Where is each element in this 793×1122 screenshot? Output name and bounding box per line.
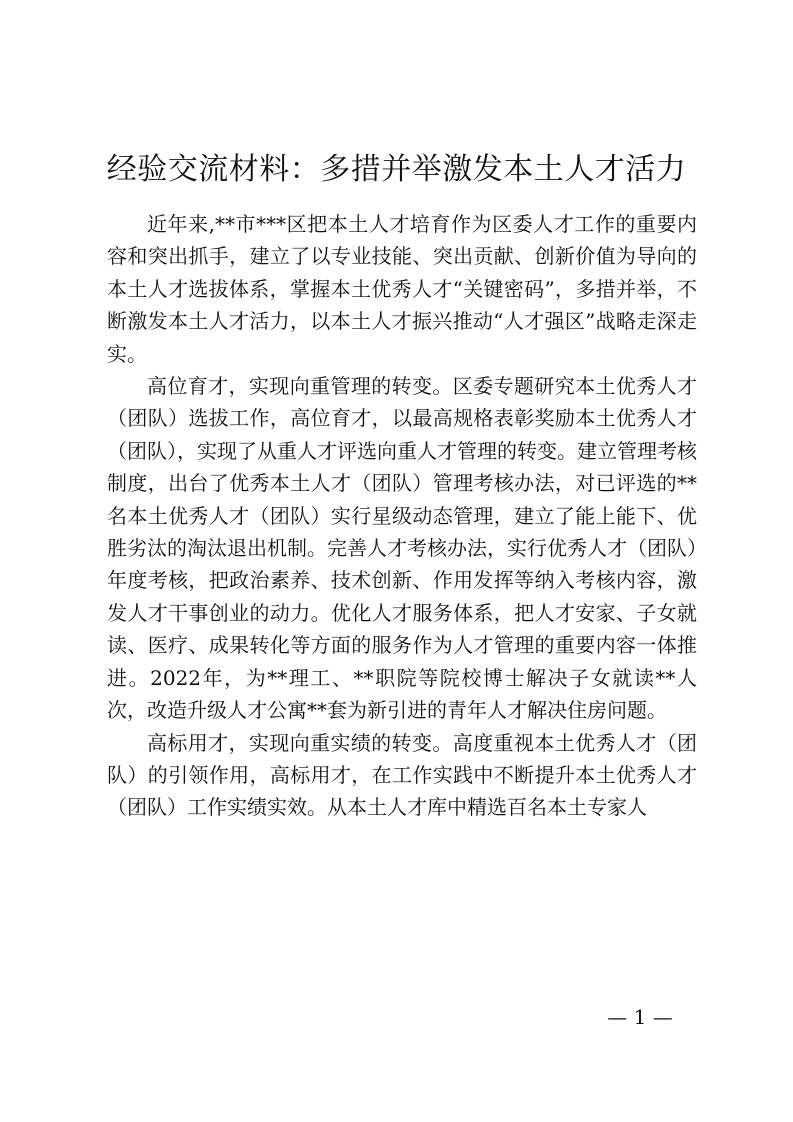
document-title: 经验交流材料：多措并举激发本土人才活力 (106, 152, 687, 187)
paragraph-high-level-training: 高位育才，实现向重管理的转变。区委专题研究本土优秀人才（团队）选拔工作，高位育才，以最高规格表彰奖励本土优秀人才（团队），实现了从重人才评选向重人才管理的转变。建立管理考核制度，出台了优秀本土人才（团队）管理考核办法，对已评选的**名本土优秀人才（团队）实行星级动态管理，建立了能上能下、优胜劣汰的淘汰退出机制。完善人才考核办法，实行优秀人才（团队）年度考核，把政治素养、技术创新、作用发挥等纳入考核内容，激发人才干事创业的动力。优化人才服务体系，把人才安家、子女就读、医疗、成果转化等方面的服务作为人才管理的重要内容一体推进。2022年，为**理工、**职院等院校博士解决子女就读**人次，改造升级人才公寓**套为新引进的青年人才解决住房问题。 (107, 374, 697, 723)
paragraph-high-standard-use: 高标用才，实现向重实绩的转变。高度重视本土优秀人才（团队）的引领作用，高标用才，在工作实践中不断提升本土优秀人才（团队）工作实绩实效。从本土人才库中精选百名本土专家人 (107, 730, 697, 820)
document-body (107, 208, 697, 824)
paragraph-intro: 近年来,**市***区把本土人才培育作为区委人才工作的重要内容和突出抓手，建立了以专业技能、突出贡献、创新价值为导向的本土人才选拔体系，掌握本土优秀人才“关键密码”，多措并举，不断激发本土人才活力，以本土人才振兴推动“人才强区”战略走深走实。 (107, 212, 697, 366)
page-number: — 1 — (607, 1005, 673, 1029)
